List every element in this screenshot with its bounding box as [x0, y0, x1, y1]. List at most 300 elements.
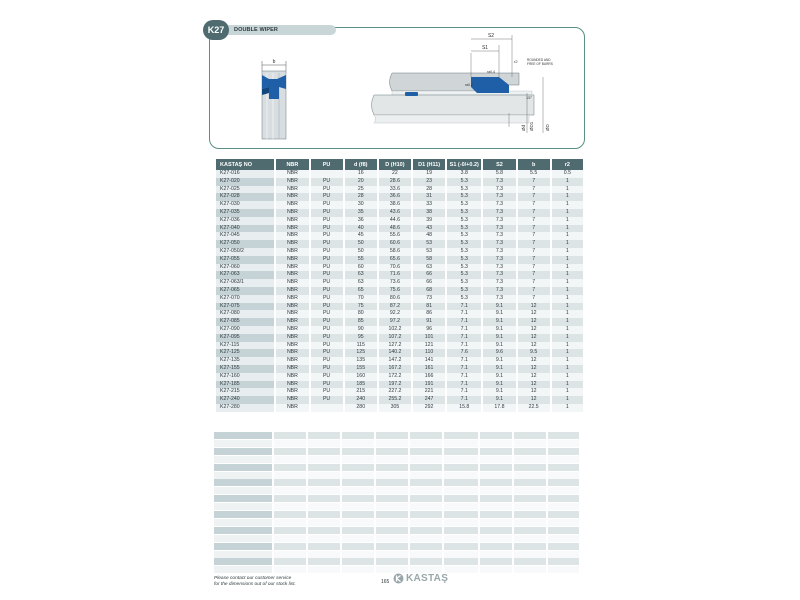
table-cell: PU	[311, 178, 343, 186]
table-cell: PU	[311, 248, 343, 256]
table-cell: 63	[345, 279, 377, 287]
table-cell: 5.3	[447, 193, 481, 201]
table-cell: 3.8	[447, 170, 481, 178]
table-cell: 1	[552, 404, 583, 412]
table-row	[216, 334, 583, 342]
blank-row	[214, 551, 585, 558]
blank-row	[214, 543, 585, 550]
label-dia-D: ØD	[545, 124, 550, 131]
table-cell: K27-063	[216, 271, 274, 279]
table-cell: 60.6	[379, 240, 411, 248]
kastas-logo-icon	[393, 573, 404, 584]
table-cell: 5.3	[447, 225, 481, 233]
label-rounded-2: FREE OF BURRS	[527, 62, 553, 66]
table-cell: NBR	[276, 334, 308, 342]
table-cell: 60	[345, 264, 377, 272]
label-ra-right: ra0.4	[487, 70, 495, 74]
table-cell: K27-016	[216, 170, 274, 178]
label-b: b	[272, 59, 276, 65]
table-cell: 7.3	[483, 287, 515, 295]
table-row	[216, 373, 583, 381]
table-cell: 9.6	[483, 349, 515, 357]
table-cell: K27-185	[216, 381, 274, 389]
table-cell: 215	[345, 388, 377, 396]
table-cell: 75.6	[379, 287, 411, 295]
table-cell: NBR	[276, 178, 308, 186]
product-code-badge: K27	[203, 20, 229, 40]
column-header: PU	[311, 159, 343, 170]
table-cell: 7.6	[447, 349, 481, 357]
table-cell: 1	[552, 318, 583, 326]
label-r2: r2	[514, 59, 518, 64]
table-cell: 7.3	[483, 225, 515, 233]
table-cell: PU	[311, 240, 343, 248]
table-cell: 33	[413, 201, 445, 209]
table-cell: PU	[311, 193, 343, 201]
table-cell: K27-075	[216, 303, 274, 311]
table-cell: 33.6	[379, 186, 411, 194]
table-row	[216, 201, 583, 209]
table-cell: K27-050	[216, 240, 274, 248]
table-row	[216, 264, 583, 272]
table-cell: 7.3	[483, 178, 515, 186]
table-cell: 53	[413, 248, 445, 256]
table-cell: 1	[552, 295, 583, 303]
table-cell: 1	[552, 264, 583, 272]
table-cell: PU	[311, 264, 343, 272]
table-cell: 155	[345, 365, 377, 373]
table-cell: 92.2	[379, 310, 411, 318]
table-cell: 1	[552, 396, 583, 404]
table-cell: 1	[552, 326, 583, 334]
table-row	[216, 256, 583, 264]
table-cell: PU	[311, 318, 343, 326]
table-row	[216, 365, 583, 373]
table-cell: 1	[552, 178, 583, 186]
table-cell: NBR	[276, 193, 308, 201]
table-cell: 7	[518, 209, 550, 217]
table-cell: 58.6	[379, 248, 411, 256]
table-cell: 7.3	[483, 209, 515, 217]
table-row	[216, 310, 583, 318]
table-cell: NBR	[276, 303, 308, 311]
dimensions-table	[214, 159, 585, 412]
technical-drawing	[209, 27, 585, 149]
table-cell: 9.1	[483, 357, 515, 365]
table-cell: K27-095	[216, 334, 274, 342]
table-cell: 5.3	[447, 178, 481, 186]
table-cell: 43.6	[379, 209, 411, 217]
table-cell: K27-030	[216, 201, 274, 209]
table-cell: PU	[311, 342, 343, 350]
table-cell: NBR	[276, 342, 308, 350]
table-cell: 7.1	[447, 388, 481, 396]
column-header: d (f8)	[345, 159, 377, 170]
table-cell: K27-055	[216, 256, 274, 264]
table-cell: NBR	[276, 232, 308, 240]
table-cell: 191	[413, 381, 445, 389]
table-cell: 70.6	[379, 264, 411, 272]
table-cell: K27-240	[216, 396, 274, 404]
table-cell: 5.3	[447, 217, 481, 225]
table-cell: 55	[345, 256, 377, 264]
table-cell: 43	[413, 225, 445, 233]
label-s1: S1	[481, 45, 489, 51]
table-row	[216, 381, 583, 389]
table-row	[216, 240, 583, 248]
table-cell: NBR	[276, 209, 308, 217]
table-cell: 9.1	[483, 373, 515, 381]
table-cell: NBR	[276, 295, 308, 303]
table-cell: K27-025	[216, 186, 274, 194]
table-cell: 15.8	[447, 404, 481, 412]
table-cell: 221	[413, 388, 445, 396]
table-cell: PU	[311, 225, 343, 233]
table-cell: 5.3	[447, 240, 481, 248]
table-cell: K27-020	[216, 178, 274, 186]
table-cell: 7	[518, 295, 550, 303]
table-cell: PU	[311, 295, 343, 303]
logo-text: KASTAŞ	[406, 573, 449, 584]
table-cell: 85	[345, 318, 377, 326]
table-cell: K27-060	[216, 264, 274, 272]
table-cell: 1	[552, 209, 583, 217]
label-dia-d1: ØD1	[529, 121, 534, 131]
table-cell: 45	[345, 232, 377, 240]
table-cell: PU	[311, 381, 343, 389]
table-cell: 48.6	[379, 225, 411, 233]
table-cell: 12	[518, 357, 550, 365]
table-cell: PU	[311, 256, 343, 264]
table-cell: PU	[311, 365, 343, 373]
table-cell: 115	[345, 342, 377, 350]
table-cell: 7.3	[483, 201, 515, 209]
table-cell: 23	[413, 178, 445, 186]
table-cell: 7.1	[447, 310, 481, 318]
table-cell: 12	[518, 334, 550, 342]
column-header: S1 (-0/+0.2)	[447, 159, 481, 170]
table-cell: 65	[345, 287, 377, 295]
table-cell: K27-040	[216, 225, 274, 233]
blank-row	[214, 456, 585, 463]
table-cell: 1	[552, 373, 583, 381]
table-cell: 5.3	[447, 264, 481, 272]
table-cell: PU	[311, 303, 343, 311]
table-cell: 7	[518, 193, 550, 201]
table-cell: 166	[413, 373, 445, 381]
table-cell: PU	[311, 373, 343, 381]
table-cell: K27-036	[216, 217, 274, 225]
table-cell: 7	[518, 287, 550, 295]
table-cell: 1	[552, 232, 583, 240]
footer-note	[214, 576, 296, 588]
table-cell: 96	[413, 326, 445, 334]
table-cell: 7.1	[447, 342, 481, 350]
product-title: DOUBLE WIPER	[234, 27, 278, 33]
table-cell: 1	[552, 240, 583, 248]
table-cell: 71.6	[379, 271, 411, 279]
table-cell: NBR	[276, 240, 308, 248]
table-cell: 12	[518, 310, 550, 318]
table-cell: 38.6	[379, 201, 411, 209]
table-cell: 7	[518, 178, 550, 186]
table-cell: NBR	[276, 248, 308, 256]
table-cell: 1	[552, 357, 583, 365]
table-cell: PU	[311, 271, 343, 279]
table-cell: 0.5	[552, 170, 583, 178]
table-cell: 1	[552, 225, 583, 233]
table-cell: K27-115	[216, 342, 274, 350]
table-cell: 30	[345, 201, 377, 209]
table-cell: 22	[379, 170, 411, 178]
table-cell: K27-028	[216, 193, 274, 201]
table-cell: 1	[552, 388, 583, 396]
table-cell: 81	[413, 303, 445, 311]
table-row	[216, 287, 583, 295]
table-row	[216, 225, 583, 233]
blank-row	[214, 448, 585, 455]
table-cell: 5.3	[447, 279, 481, 287]
table-cell: 9.1	[483, 381, 515, 389]
table-cell: NBR	[276, 349, 308, 357]
table-row	[216, 170, 583, 178]
table-cell: NBR	[276, 217, 308, 225]
table-cell: 9.1	[483, 396, 515, 404]
table-cell: 7.3	[483, 271, 515, 279]
table-cell: NBR	[276, 388, 308, 396]
table-row	[216, 357, 583, 365]
table-cell: 28	[413, 186, 445, 194]
table-cell: 38	[413, 209, 445, 217]
table-row	[216, 318, 583, 326]
table-cell: NBR	[276, 225, 308, 233]
table-cell: K27-160	[216, 373, 274, 381]
table-cell: 1	[552, 186, 583, 194]
table-body	[216, 170, 583, 412]
table-cell: 1	[552, 365, 583, 373]
blank-row	[214, 440, 585, 447]
table-row	[216, 342, 583, 350]
table-cell: 7.1	[447, 365, 481, 373]
table-cell: K27-280	[216, 404, 274, 412]
table-cell: 1	[552, 334, 583, 342]
table-cell: NBR	[276, 264, 308, 272]
table-cell: 7	[518, 186, 550, 194]
installation-drawing	[372, 33, 553, 133]
table-cell: PU	[311, 186, 343, 194]
column-header: D1 (H11)	[413, 159, 445, 170]
table-cell: 39	[413, 217, 445, 225]
blank-row	[214, 464, 585, 471]
table-header-row	[216, 159, 583, 170]
table-cell: 160	[345, 373, 377, 381]
table-cell: 7.1	[447, 381, 481, 389]
table-cell: PU	[311, 334, 343, 342]
table-cell: NBR	[276, 357, 308, 365]
table-cell: 227.2	[379, 388, 411, 396]
table-cell: 7.1	[447, 303, 481, 311]
column-header: b	[518, 159, 550, 170]
table-cell: 5.3	[447, 287, 481, 295]
table-cell: 70	[345, 295, 377, 303]
table-cell	[311, 170, 343, 178]
table-cell: 7.3	[483, 264, 515, 272]
table-cell: 20	[345, 178, 377, 186]
table-cell: 127.2	[379, 342, 411, 350]
table-cell: 65.6	[379, 256, 411, 264]
table-cell: NBR	[276, 271, 308, 279]
table-cell: 110	[413, 349, 445, 357]
table-cell: 58	[413, 256, 445, 264]
blank-row	[214, 527, 585, 534]
table-cell: 7	[518, 279, 550, 287]
table-cell: 12	[518, 318, 550, 326]
table-cell: K27-135	[216, 357, 274, 365]
table-row	[216, 186, 583, 194]
kastas-logo	[393, 573, 448, 584]
table-cell: 102.2	[379, 326, 411, 334]
table-row	[216, 232, 583, 240]
table-cell: 7	[518, 232, 550, 240]
table-cell: 55.6	[379, 232, 411, 240]
table-cell: 53	[413, 240, 445, 248]
blank-row	[214, 511, 585, 518]
table-cell: 12	[518, 381, 550, 389]
table-cell: 7.3	[483, 232, 515, 240]
table-row	[216, 193, 583, 201]
table-cell: 12	[518, 396, 550, 404]
table-cell: 305	[379, 404, 411, 412]
table-cell: 7.1	[447, 326, 481, 334]
table-cell: 5.3	[447, 209, 481, 217]
table-cell: 12	[518, 388, 550, 396]
table-cell: 5.3	[447, 295, 481, 303]
table-cell: 28	[345, 193, 377, 201]
table-cell: 66	[413, 279, 445, 287]
table-cell: NBR	[276, 170, 308, 178]
table-cell: 247	[413, 396, 445, 404]
blank-row	[214, 503, 585, 510]
table-cell: 7.1	[447, 334, 481, 342]
table-cell: 16	[345, 170, 377, 178]
table-cell: 7.3	[483, 279, 515, 287]
table-cell: K27-155	[216, 365, 274, 373]
table-cell: 107.2	[379, 334, 411, 342]
table-cell: PU	[311, 232, 343, 240]
table-row	[216, 217, 583, 225]
table-cell: 1	[552, 349, 583, 357]
table-cell: K27-215	[216, 388, 274, 396]
table-cell: 121	[413, 342, 445, 350]
table-cell: NBR	[276, 373, 308, 381]
table-cell: 135	[345, 357, 377, 365]
table-cell: 147.2	[379, 357, 411, 365]
table-cell: NBR	[276, 201, 308, 209]
table-cell: 28.6	[379, 178, 411, 186]
table-cell: 66	[413, 271, 445, 279]
table-cell: 91	[413, 318, 445, 326]
table-cell: 73	[413, 295, 445, 303]
table-cell: 31	[413, 193, 445, 201]
table-cell: 44.6	[379, 217, 411, 225]
table-cell: 5.5	[518, 170, 550, 178]
table-cell: 140.2	[379, 349, 411, 357]
table-cell: 7	[518, 248, 550, 256]
table-cell: 1	[552, 248, 583, 256]
table-cell: 7.1	[447, 373, 481, 381]
table-cell: 1	[552, 256, 583, 264]
table-cell: 7	[518, 225, 550, 233]
table-cell: 280	[345, 404, 377, 412]
table-cell: 1	[552, 279, 583, 287]
table-cell: 35	[345, 209, 377, 217]
table-cell: K27-125	[216, 349, 274, 357]
table-cell: 48	[413, 232, 445, 240]
table-cell: 75	[345, 303, 377, 311]
table-cell: K27-070	[216, 295, 274, 303]
table-cell: PU	[311, 357, 343, 365]
table-cell: 12	[518, 342, 550, 350]
table-cell: 5.8	[483, 170, 515, 178]
table-cell	[311, 404, 343, 412]
table-cell: PU	[311, 209, 343, 217]
table-cell: 1	[552, 381, 583, 389]
table-cell: 292	[413, 404, 445, 412]
table-cell: 7.3	[483, 248, 515, 256]
blank-row	[214, 479, 585, 486]
table-cell: 1	[552, 193, 583, 201]
table-cell: 167.2	[379, 365, 411, 373]
table-cell: PU	[311, 310, 343, 318]
table-cell: 12	[518, 303, 550, 311]
table-cell: 9.1	[483, 342, 515, 350]
column-header: KASTAŞ NO	[216, 159, 274, 170]
table-cell: 197.2	[379, 381, 411, 389]
table-cell: 36	[345, 217, 377, 225]
table-cell: 63	[345, 271, 377, 279]
table-cell: 40	[345, 225, 377, 233]
table-cell: NBR	[276, 310, 308, 318]
table-cell: 9.1	[483, 326, 515, 334]
table-cell: 7.3	[483, 240, 515, 248]
table-cell: 9.1	[483, 334, 515, 342]
table-cell: PU	[311, 279, 343, 287]
table-cell: K27-065	[216, 287, 274, 295]
table-cell: 9.1	[483, 365, 515, 373]
table-cell: 7.3	[483, 193, 515, 201]
table-cell: 7	[518, 264, 550, 272]
table-row	[216, 396, 583, 404]
label-s2: S2	[487, 33, 495, 39]
table-row	[216, 303, 583, 311]
table-cell: PU	[311, 201, 343, 209]
table-cell: 7	[518, 256, 550, 264]
table-row	[216, 178, 583, 186]
table-cell: 12	[518, 373, 550, 381]
table-cell: 12	[518, 326, 550, 334]
table-cell: 80	[345, 310, 377, 318]
table-cell: 1	[552, 303, 583, 311]
blank-row	[214, 432, 585, 439]
table-cell: NBR	[276, 318, 308, 326]
table-cell: 36.6	[379, 193, 411, 201]
column-header: D (H10)	[379, 159, 411, 170]
table-cell: 63	[413, 264, 445, 272]
table-cell: PU	[311, 217, 343, 225]
table-cell: PU	[311, 388, 343, 396]
table-cell: 9.1	[483, 388, 515, 396]
table-cell: K27-045	[216, 232, 274, 240]
